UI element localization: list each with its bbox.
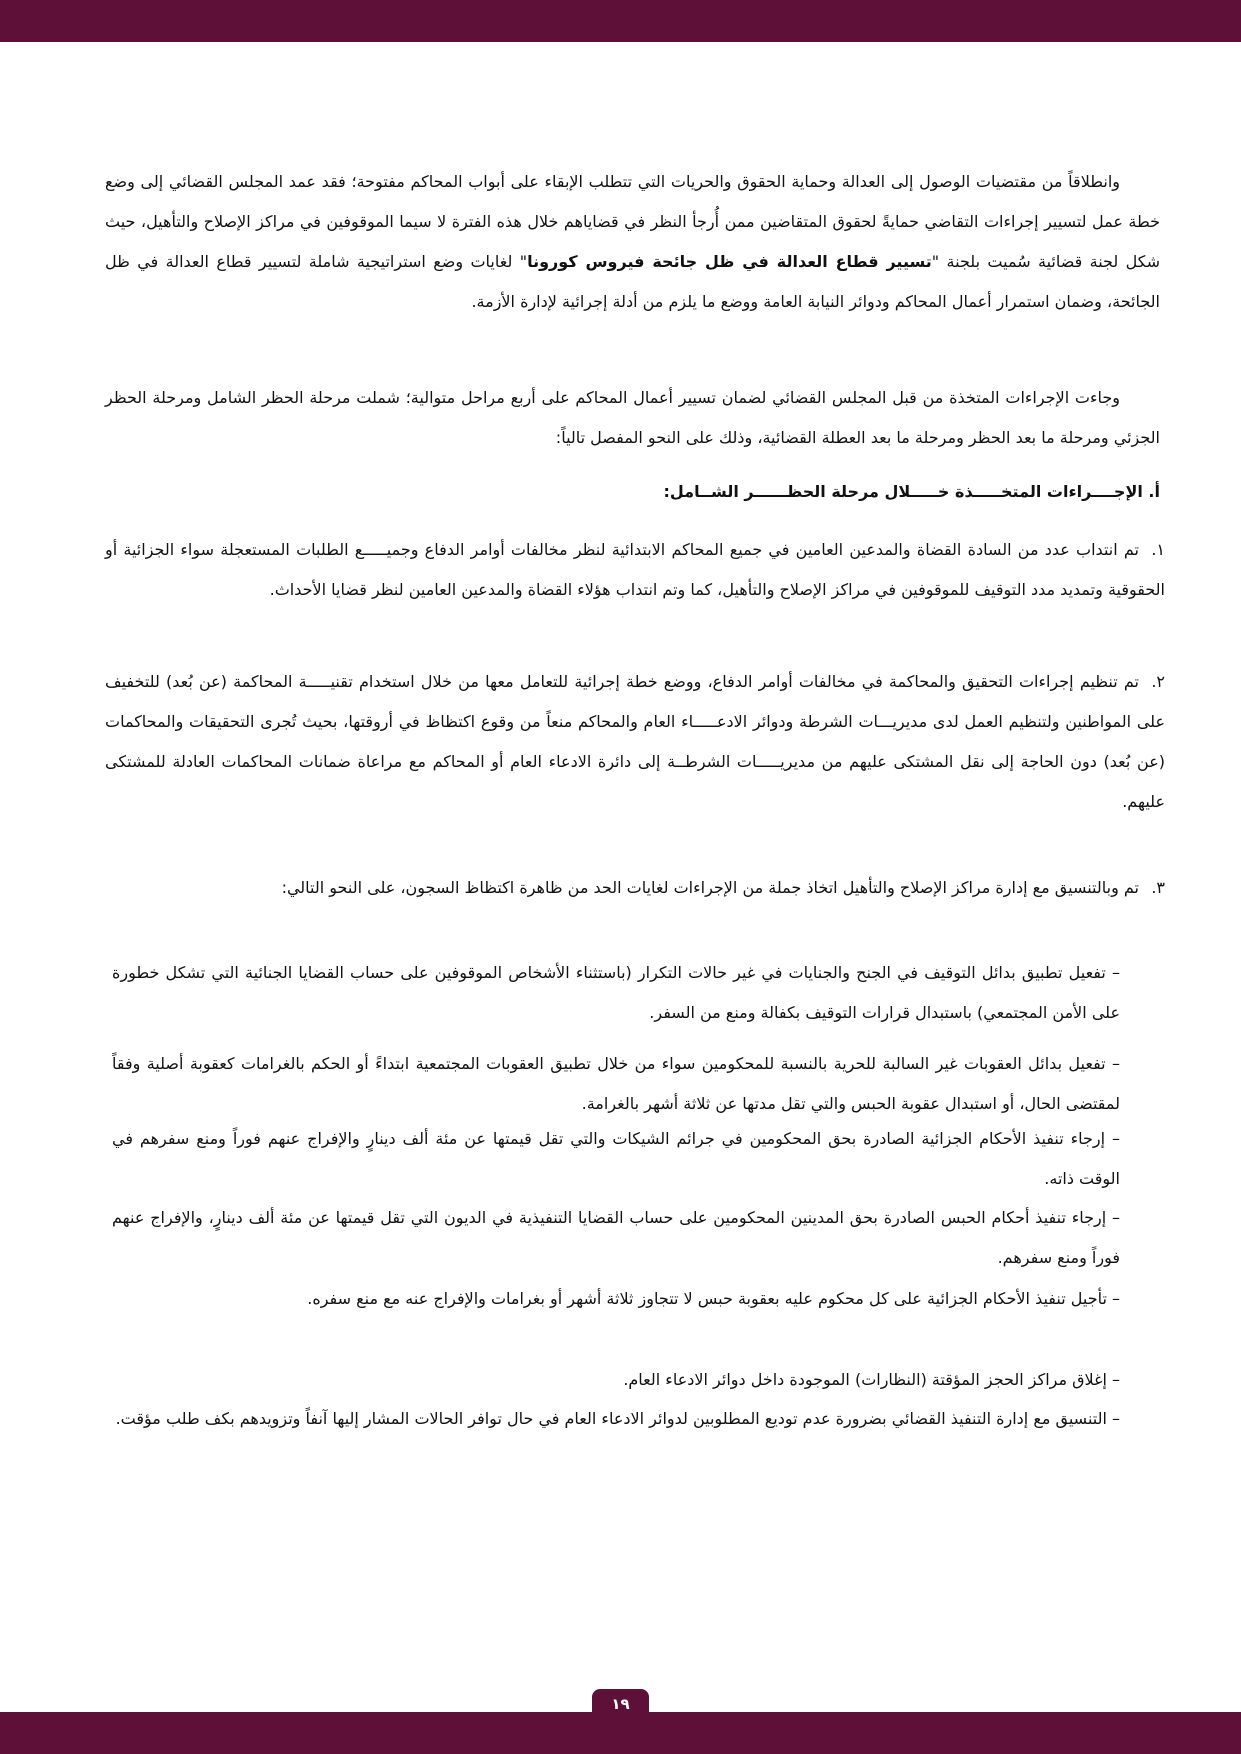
bullet-item: – تأجيل تنفيذ الأحكام الجزائية على كل محكوم عليه بعقوبة حبس لا تتجاوز ثلاثة أشهر أو بغرامات والإفراج عنه مع منع سفره. [307, 1289, 1120, 1308]
intro-paragraph [105, 162, 1160, 322]
item-number: ١. [1151, 540, 1165, 559]
item-text: تم وبالتنسيق مع إدارة مراكز الإصلاح والتأهيل اتخاذ جملة من الإجراءات لغايات الحد من ظاهرة اكتظاظ السجون، على النحو التالي: [281, 878, 1139, 897]
bullet-item: – إغلاق مراكز الحجز المؤقتة (النظارات) الموجودة داخل دوائر الادعاء العام. [623, 1370, 1120, 1389]
bullet-item: – تفعيل تطبيق بدائل التوقيف في الجنح والجنايات في غير حالات التكرار (باستثناء الأشخاص الموقوفين على حساب القضايا الجنائية التي تشكل خطورة على الأمن المجتمعي) باستبدال قرارات التوقيف بكفالة ومنع من السفر. [112, 963, 1120, 1022]
list-item [105, 530, 1165, 610]
intro-text-end: " لغايات وضع استراتيجية شاملة لتسيير قطاع العدالة في ظل الجائحة، وضمان استمرار أعمال المحاكم ودوائر النيابة العامة ووضع ما يلزم من أدلة إجرائية لإدارة الأزمة. [105, 252, 1160, 311]
list-item [105, 868, 1165, 908]
header-bar [0, 0, 1241, 42]
section-heading: أ. الإجــــراءات المتخـــــذة خـــــلال مرحلة الحظــــــر الشــامل: [663, 482, 1160, 501]
stages-paragraph: وجاءت الإجراءات المتخذة من قبل المجلس القضائي لضمان تسيير أعمال المحاكم على أربع مراحل متوالية؛ شملت مرحلة الحظر الشامل ومرحلة الحظر الجزئي ومرحلة ما بعد الحظر ومرحلة ما بعد العطلة القضائية، وذلك على النحو المفصل تالياً: [105, 388, 1160, 447]
intro-text: وانطلاقاً من مقتضيات الوصول إلى العدالة وحماية الحقوق والحريات التي تتطلب الإبقاء على أبواب المحاكم مفتوحة؛ فقد عمد المجلس القضائي إلى وضع خطة عمل لتسيير إجراءات التقاضي حمايةً لحقوق المتقاضين ممن أُرجأ النظر في قضاياهم خلال هذه الفترة لا سيما الموقوفين في مراكز الإصلاح والتأهيل، حيث شكل لجنة قضائية سُميت بلجنة " [105, 172, 1161, 271]
item-text: تم تنظيم إجراءات التحقيق والمحاكمة في مخالفات أوامر الدفاع، ووضع خطة إجرائية للتعامل معها من خلال استخدام تقنيـــــة المحاكمة (عن بُعد) للتخفيف على المواطنين ولتنظيم العمل لدى مديريـــات الشرطة ودوائر الادعـــــاء العام والمحاكم منعاً من وقوع اكتظاظ في أروقتها، بحيث تُجرى التحقيقات والمحاكمات (عن بُعد) دون الحاجة إلى نقل المشتكى عليهم من مديريـــــات الشرطــة إلى دائرة الادعاء العام أو المحاكم مع مراعاة ضمانات المحاكمات العادلة للمشتكى عليهم. [105, 672, 1165, 811]
bullet-item: – إرجاء تنفيذ أحكام الحبس الصادرة بحق المدينين المحكومين على حساب القضايا التنفيذية في الديون التي تقل قيمتها عن مئة ألف دينارٍ، والإفراج عنهم فوراً ومنع سفرهم. [112, 1208, 1120, 1267]
item-number: ٢. [1151, 672, 1165, 691]
bullet-item: – التنسيق مع إدارة التنفيذ القضائي بضرورة عدم توديع المطلوبين لدوائر الادعاء العام في حال توافر الحالات المشار إليها آنفاً وتزويدهم بكف طلب مؤقت. [115, 1409, 1120, 1428]
bullet-item: – تفعيل بدائل العقوبات غير السالبة للحرية بالنسبة للمحكومين سواء من خلال تطبيق العقوبات المجتمعية ابتداءً أو الحكم بالغرامات كعقوبة أصلية وفقاً لمقتضى الحال، أو استبدال عقوبة الحبس والتي تقل مدتها عن ثلاثة أشهر بالغرامة. [112, 1054, 1120, 1113]
list-item [105, 662, 1165, 822]
item-text: تم انتداب عدد من السادة القضاة والمدعين العامين في جميع المحاكم الابتدائية لنظر مخالفات أوامر الدفاع وجميـــــع الطلبات المستعجلة سواء الجزائية أو الحقوقية وتمديد مدد التوقيف للموقوفين في مراكز الإصلاح والتأهيل، كما وتم انتداب هؤلاء القضاة والمدعين العامين لنظر قضايا الأحداث. [105, 540, 1165, 599]
committee-name: تسيير قطاع العدالة في ظل جائحة فيروس كورونا [527, 252, 932, 271]
item-number: ٣. [1151, 878, 1165, 897]
bullet-item: – إرجاء تنفيذ الأحكام الجزائية الصادرة بحق المحكومين في جرائم الشيكات والتي تقل قيمتها عن مئة ألف دينارٍ والإفراج عنهم فوراً ومنع سفرهم في الوقت ذاته. [112, 1129, 1120, 1188]
page-number: ١٩ [592, 1689, 649, 1719]
